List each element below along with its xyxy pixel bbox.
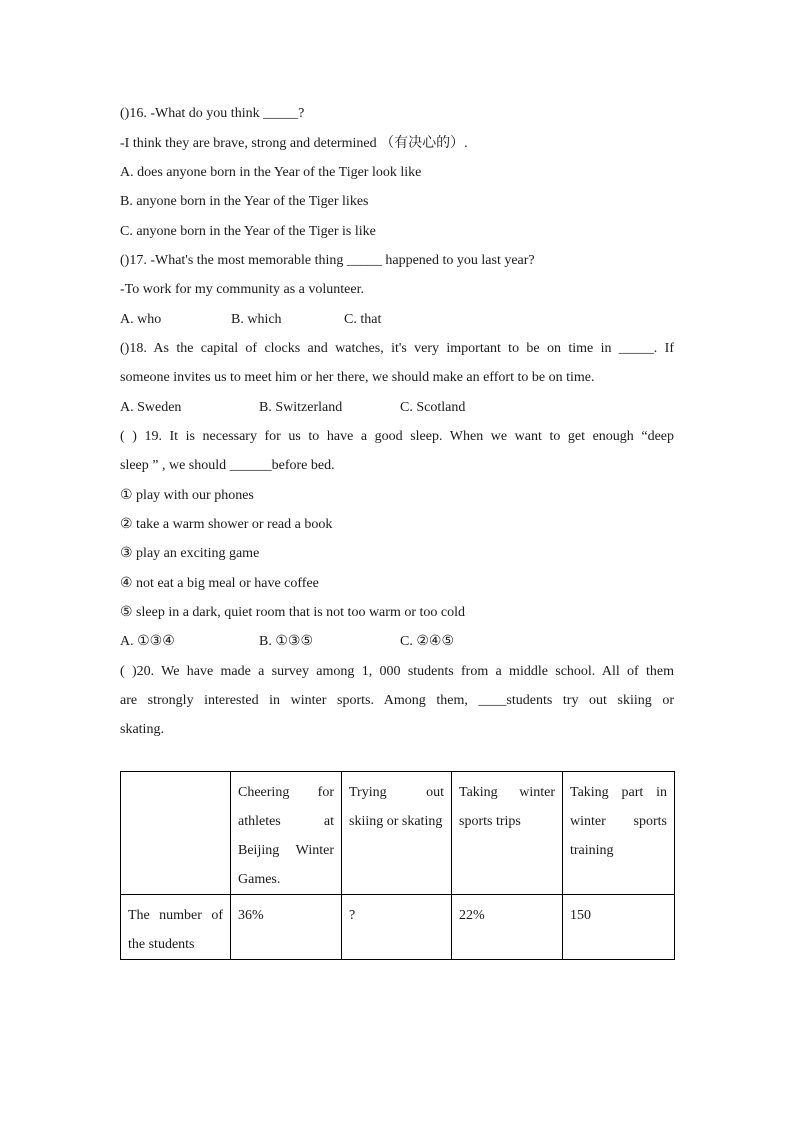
q17-option-a: A. who [120,312,162,327]
q17-stem: ()17. -What's the most memorable thing _____ happened to you last year? [120,253,535,268]
q17-answer-line: -To work for my community as a volunteer. [120,282,364,297]
survey-data-row [121,895,675,960]
survey-row-label: The number of the students [121,895,231,960]
q19-option-b: B. ①③⑤ [259,634,313,649]
q18-option-a: A. Sweden [120,400,182,415]
q18-options [120,398,674,418]
q19-item-3: ③ play an exciting game [120,546,260,561]
q19-stem-line2: sleep ” , we should ______before bed. [120,458,335,473]
q20-stem-line1: ( )20. We have made a survey among 1, 000 students from a middle school. All of them [120,664,674,679]
q17-options [120,310,674,330]
q16-stem: ()16. -What do you think _____? [120,106,305,121]
survey-header-row [121,772,675,895]
q16-option-c: C. anyone born in the Year of the Tiger is like [120,224,376,239]
q19-option-c: C. ②④⑤ [400,634,454,649]
q18-option-b: B. Switzerland [259,400,343,415]
survey-header-trips: Taking winter sports trips [452,772,563,895]
q17-option-c: C. that [344,312,382,327]
q19-options [120,632,674,652]
survey-table [120,771,675,960]
q16-answer-text: -I think they are brave, strong and determined （有决心的）. [120,136,468,151]
survey-header-cheering: Cheering for athletes at Beijing Winter Games. [231,772,342,895]
q19-item-2: ② take a warm shower or read a book [120,517,333,532]
q19-item-5: ⑤ sleep in a dark, quiet room that is not too warm or too cold [120,605,465,620]
survey-value-trying: ? [342,895,452,960]
survey-value-trips: 22% [452,895,563,960]
q19-item-4: ④ not eat a big meal or have coffee [120,576,319,591]
q16-answer-line [120,134,674,154]
survey-value-cheering: 36% [231,895,342,960]
q20-stem-line2: are strongly interested in winter sports. Among them, ____students try out skiing or [120,693,674,708]
q20-stem-line3: skating. [120,722,164,737]
q16-option-b: B. anyone born in the Year of the Tiger likes [120,194,369,209]
survey-header-trying: Trying out skiing or skating [342,772,452,895]
q17-option-b: B. which [231,312,282,327]
survey-header-empty [121,772,231,895]
q16-option-a: A. does anyone born in the Year of the Tiger look like [120,165,422,180]
survey-header-training: Taking part in winter sports training [563,772,675,895]
q19-item-1: ① play with our phones [120,488,254,503]
q18-option-c: C. Scotland [400,400,466,415]
q18-stem-line1: ()18. As the capital of clocks and watches, it's very important to be on time in _____. If [120,341,674,356]
q18-stem-line2: someone invites us to meet him or her there, we should make an effort to be on time. [120,370,595,385]
survey-value-training: 150 [563,895,675,960]
q19-option-a: A. ①③④ [120,634,175,649]
q19-stem-line1: ( ) 19. It is necessary for us to have a good sleep. When we want to get enough “deep [120,429,674,444]
